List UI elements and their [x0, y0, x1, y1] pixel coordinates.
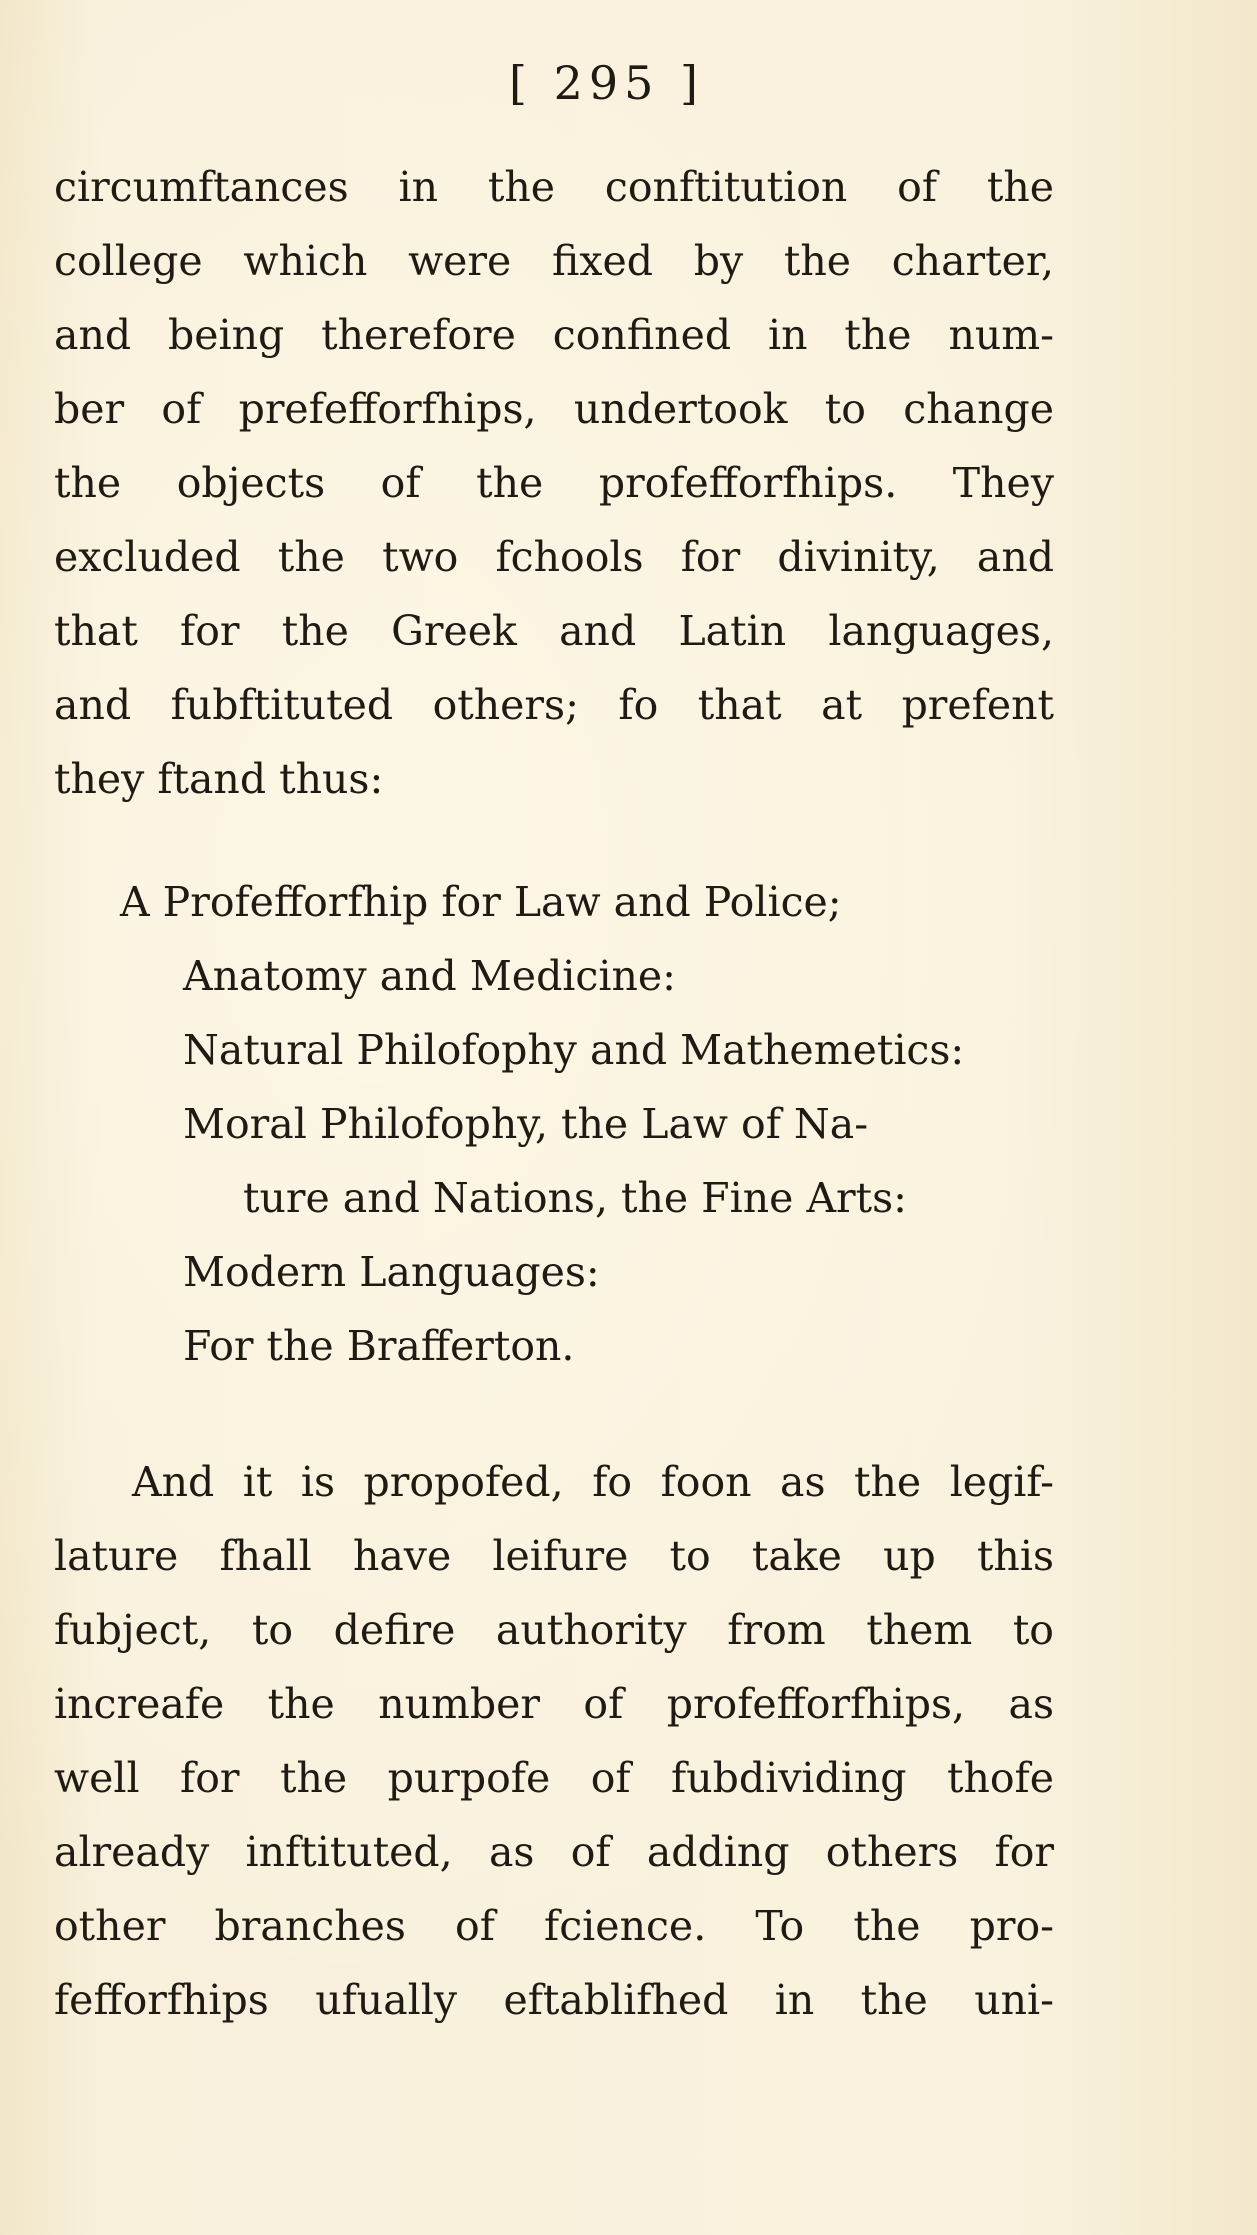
paragraph-1	[54, 150, 1054, 816]
text-line: lature fhall have leifure to take up this	[54, 1532, 1054, 1580]
list-item: Modern Languages:	[183, 1248, 600, 1296]
list-item: Moral Philofophy, the Law of Na-	[183, 1100, 869, 1148]
text-line: increafe the number of profefforfhips, as	[54, 1680, 1054, 1728]
text-line: And it is propofed, fo foon as the legif-	[132, 1458, 1054, 1506]
list-item: Natural Philofophy and Mathemetics:	[183, 1026, 965, 1074]
text-line: ber of prefefforfhips, undertook to change	[54, 385, 1054, 433]
paragraph-2	[54, 1445, 1054, 2037]
text-line: they ftand thus:	[54, 755, 384, 803]
text-line: other branches of fcience. To the pro-	[54, 1902, 1054, 1950]
text-line: excluded the two fchools for divinity, and	[54, 533, 1054, 581]
text-line: well for the purpofe of fubdividing thofe	[54, 1754, 1054, 1802]
list-item: Anatomy and Medicine:	[183, 952, 676, 1000]
text-line: and being therefore confined in the num-	[54, 311, 1054, 359]
text-line: college which were fixed by the charter,	[54, 237, 1054, 285]
text-line: the objects of the profefforfhips. They	[54, 459, 1054, 507]
list-item: A Profefforfhip for Law and Police;	[120, 878, 842, 926]
text-line: that for the Greek and Latin languages,	[54, 607, 1054, 655]
text-line: already inftituted, as of adding others for	[54, 1828, 1054, 1876]
list-item: ture and Nations, the Fine Arts:	[243, 1174, 907, 1222]
text-line: circumftances in the conftitution of the	[54, 163, 1054, 211]
text-line: and fubftituted others; fo that at prefent	[54, 681, 1054, 729]
page-number: [ 295 ]	[509, 56, 704, 110]
text-line: fubject, to defire authority from them to	[54, 1606, 1054, 1654]
list-item: For the Brafferton.	[183, 1322, 575, 1370]
text-line: fefforfhips ufually eftablifhed in the uni-	[54, 1976, 1054, 2024]
